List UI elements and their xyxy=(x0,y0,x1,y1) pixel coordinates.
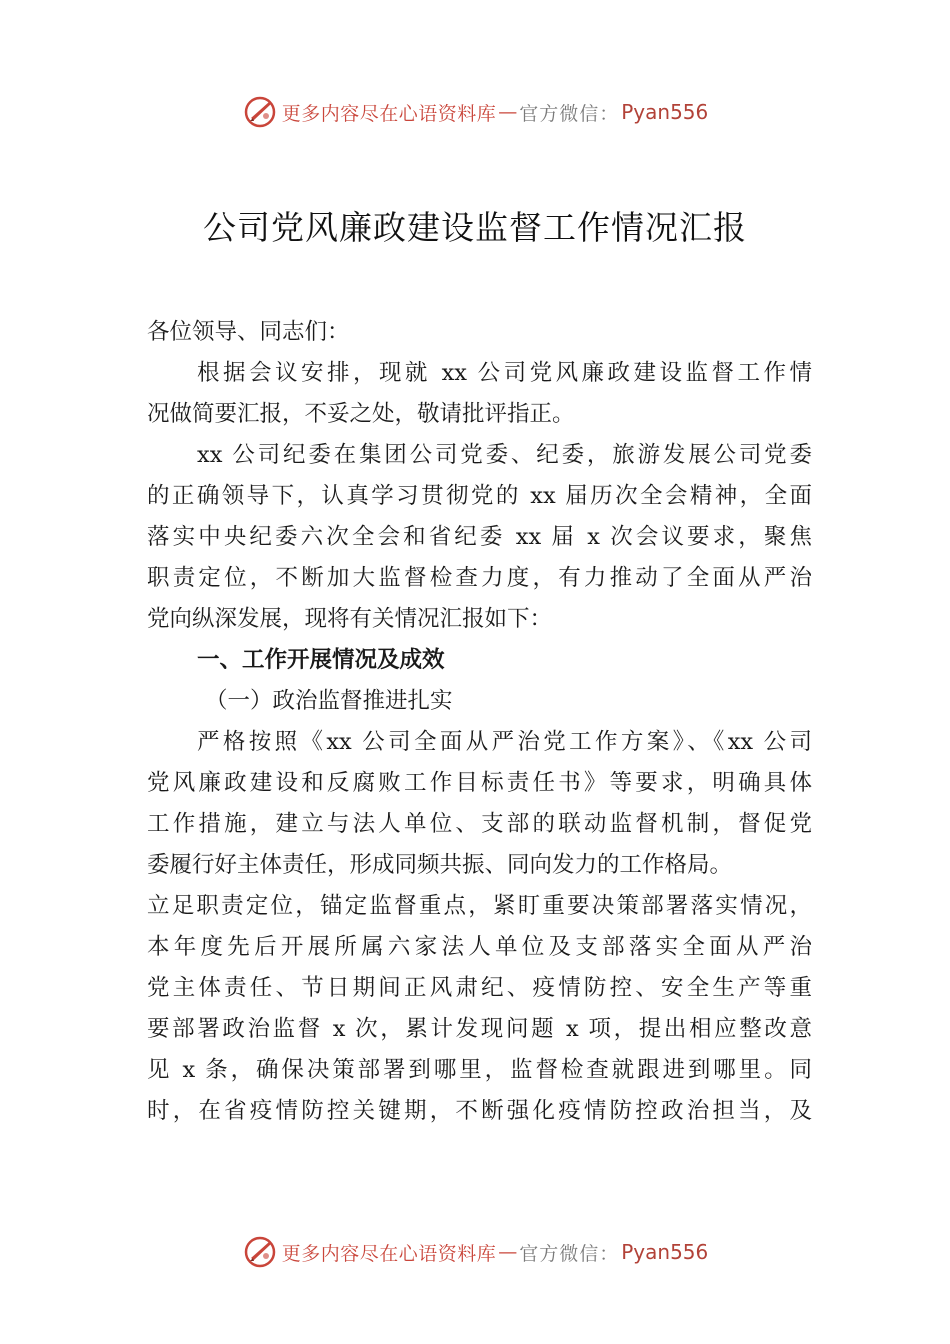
paragraph-line: 时，在省疫情防控关键期，不断强化疫情防控政治担当，及 xyxy=(147,1098,812,1124)
paragraph-line: 立足职责定位，锚定监督重点，紧盯重要决策部署落实情况， xyxy=(147,893,812,919)
paragraph-line: 职责定位，不断加大监督检查力度，有力推动了全面从严治 xyxy=(147,565,812,591)
watermark-footer xyxy=(0,1232,950,1272)
watermark-brand: 更多内容尽在心语资料库 xyxy=(281,1242,497,1265)
watermark-brand: 更多内容尽在心语资料库 xyxy=(281,102,497,125)
paragraph-line: xx 公司纪委在集团公司党委、纪委，旅游发展公司党委 xyxy=(197,442,812,468)
paragraph-line: 根据会议安排，现就 xx 公司党风廉政建设监督工作情 xyxy=(197,360,812,386)
paragraph-line: 委履行好主体责任，形成同频共振、同向发力的工作格局。 xyxy=(147,852,733,878)
subsection-heading: （一）政治监督推进扎实 xyxy=(205,688,453,714)
paragraph-line: 见 x 条，确保决策部署到哪里，监督检查就跟进到哪里。同 xyxy=(147,1057,812,1083)
watermark-dash: — xyxy=(498,1241,518,1263)
paragraph-line: 党主体责任、节日期间正风肃纪、疫情防控、安全生产等重 xyxy=(147,975,812,1001)
watermark-wechat-id: Pyan556 xyxy=(621,100,709,124)
document-title: 公司党风廉政建设监督工作情况汇报 xyxy=(203,208,747,247)
salutation: 各位领导、同志们： xyxy=(147,319,350,345)
watermark-label: 官方微信： xyxy=(519,1242,620,1265)
watermark-wechat-id: Pyan556 xyxy=(621,1240,709,1264)
paragraph-line: 要部署政治监督 x 次，累计发现问题 x 项，提出相应整改意 xyxy=(147,1016,812,1042)
paragraph-line: 严格按照《xx 公司全面从严治党工作方案》、《xx 公司 xyxy=(197,729,812,755)
brush-logo-icon xyxy=(242,1234,278,1270)
paragraph-line: 的正确领导下，认真学习贯彻党的 xx 届历次全会精神，全面 xyxy=(147,483,812,509)
paragraph-line: 党风廉政建设和反腐败工作目标责任书》等要求，明确具体 xyxy=(147,770,812,796)
watermark-header xyxy=(0,92,950,132)
paragraph-line: 落实中央纪委六次全会和省纪委 xx 届 x 次会议要求，聚焦 xyxy=(147,524,812,550)
brush-logo-icon xyxy=(242,94,278,130)
document-body xyxy=(147,312,812,1132)
section-heading: 一、工作开展情况及成效 xyxy=(197,647,445,673)
paragraph-line: 党向纵深发展，现将有关情况汇报如下： xyxy=(147,606,553,632)
watermark-label: 官方微信： xyxy=(519,102,620,125)
watermark-dash: — xyxy=(498,101,518,123)
paragraph-line: 本年度先后开展所属六家法人单位及支部落实全面从严治 xyxy=(147,934,812,960)
paragraph-line: 况做简要汇报，不妥之处，敬请批评指正。 xyxy=(147,401,575,427)
paragraph-line: 工作措施，建立与法人单位、支部的联动监督机制，督促党 xyxy=(147,811,812,837)
